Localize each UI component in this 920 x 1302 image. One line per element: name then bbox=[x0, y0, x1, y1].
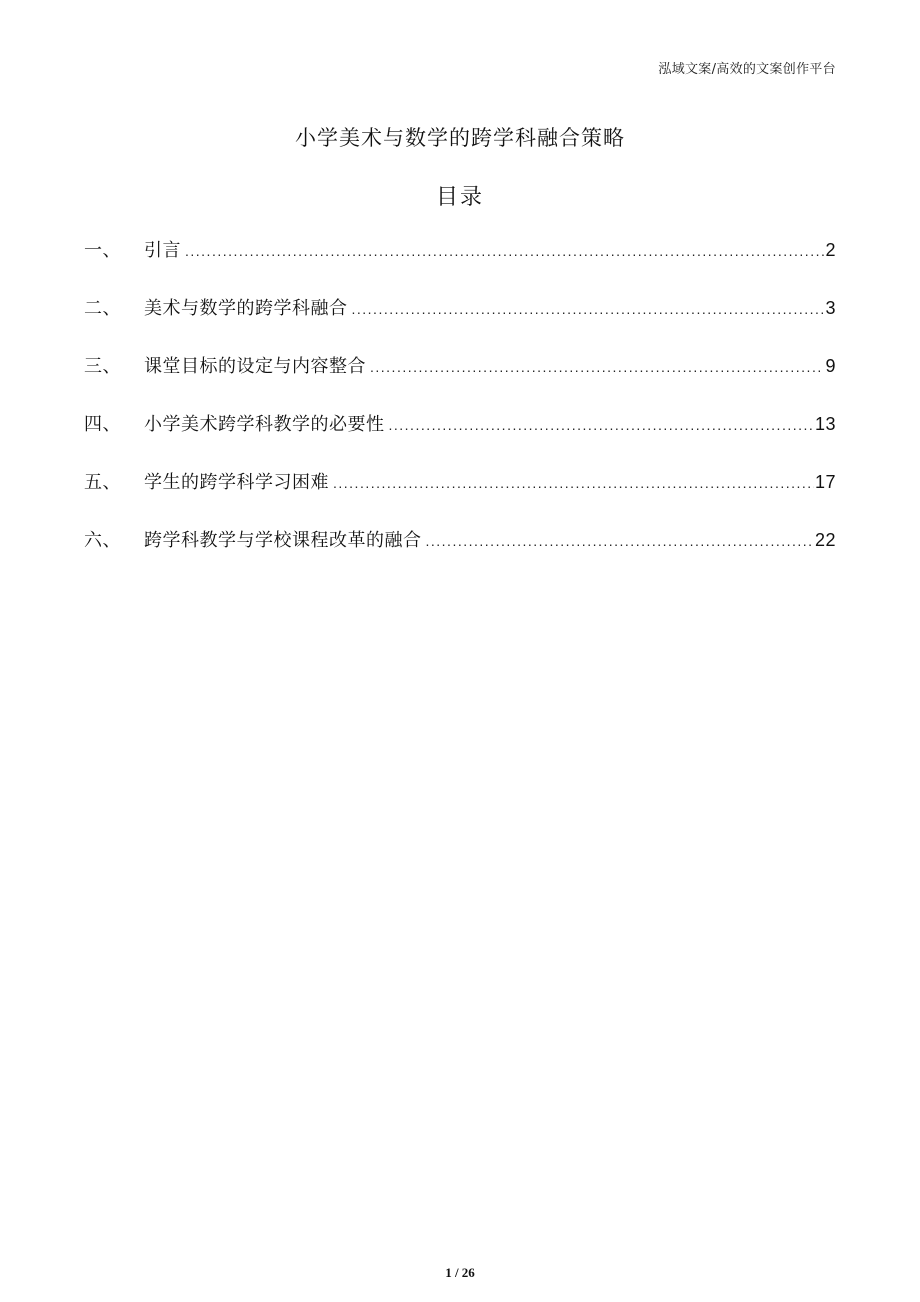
document-title: 小学美术与数学的跨学科融合策略 bbox=[295, 126, 625, 150]
toc-dot-leader bbox=[352, 301, 825, 317]
toc-dot-leader bbox=[370, 359, 824, 375]
toc-entry-5[interactable] bbox=[84, 468, 836, 526]
toc-entry-2[interactable] bbox=[84, 294, 836, 352]
toc-dot-leader bbox=[426, 533, 814, 549]
toc-dot-leader bbox=[333, 475, 814, 491]
toc-entry-number: 一、 bbox=[84, 240, 121, 261]
toc-heading: 目录 bbox=[435, 185, 484, 210]
toc-entry-title: 小学美术跨学科教学的必要性 bbox=[144, 414, 385, 435]
toc-entry-number: 五、 bbox=[84, 472, 121, 493]
toc-entry-page: 22 bbox=[814, 530, 836, 550]
toc-entry-3[interactable] bbox=[84, 352, 836, 410]
toc-entry-page: 13 bbox=[814, 414, 836, 434]
toc-entry-number: 三、 bbox=[84, 356, 121, 377]
toc-entry-4[interactable] bbox=[84, 410, 836, 468]
toc-entry-title: 引言 bbox=[144, 240, 181, 261]
toc-dot-leader bbox=[185, 243, 824, 259]
toc-entry-number: 六、 bbox=[84, 530, 121, 551]
page-number-indicator: 1 / 26 bbox=[445, 1265, 475, 1280]
toc-dot-leader bbox=[389, 417, 814, 433]
table-of-contents bbox=[84, 236, 836, 584]
toc-entry-page: 17 bbox=[814, 472, 836, 492]
toc-entry-1[interactable] bbox=[84, 236, 836, 294]
toc-entry-6[interactable] bbox=[84, 526, 836, 584]
toc-entry-number: 四、 bbox=[84, 414, 121, 435]
toc-entry-page: 2 bbox=[825, 240, 836, 260]
toc-entry-page: 3 bbox=[825, 298, 836, 318]
toc-entry-number: 二、 bbox=[84, 298, 121, 319]
toc-entry-title: 美术与数学的跨学科融合 bbox=[144, 298, 348, 319]
toc-entry-title: 学生的跨学科学习困难 bbox=[144, 472, 329, 493]
toc-entry-title: 课堂目标的设定与内容整合 bbox=[144, 356, 366, 377]
toc-entry-title: 跨学科教学与学校课程改革的融合 bbox=[144, 530, 422, 551]
toc-entry-page: 9 bbox=[825, 356, 836, 376]
page-header-text: 泓域文案/高效的文案创作平台 bbox=[658, 62, 836, 77]
